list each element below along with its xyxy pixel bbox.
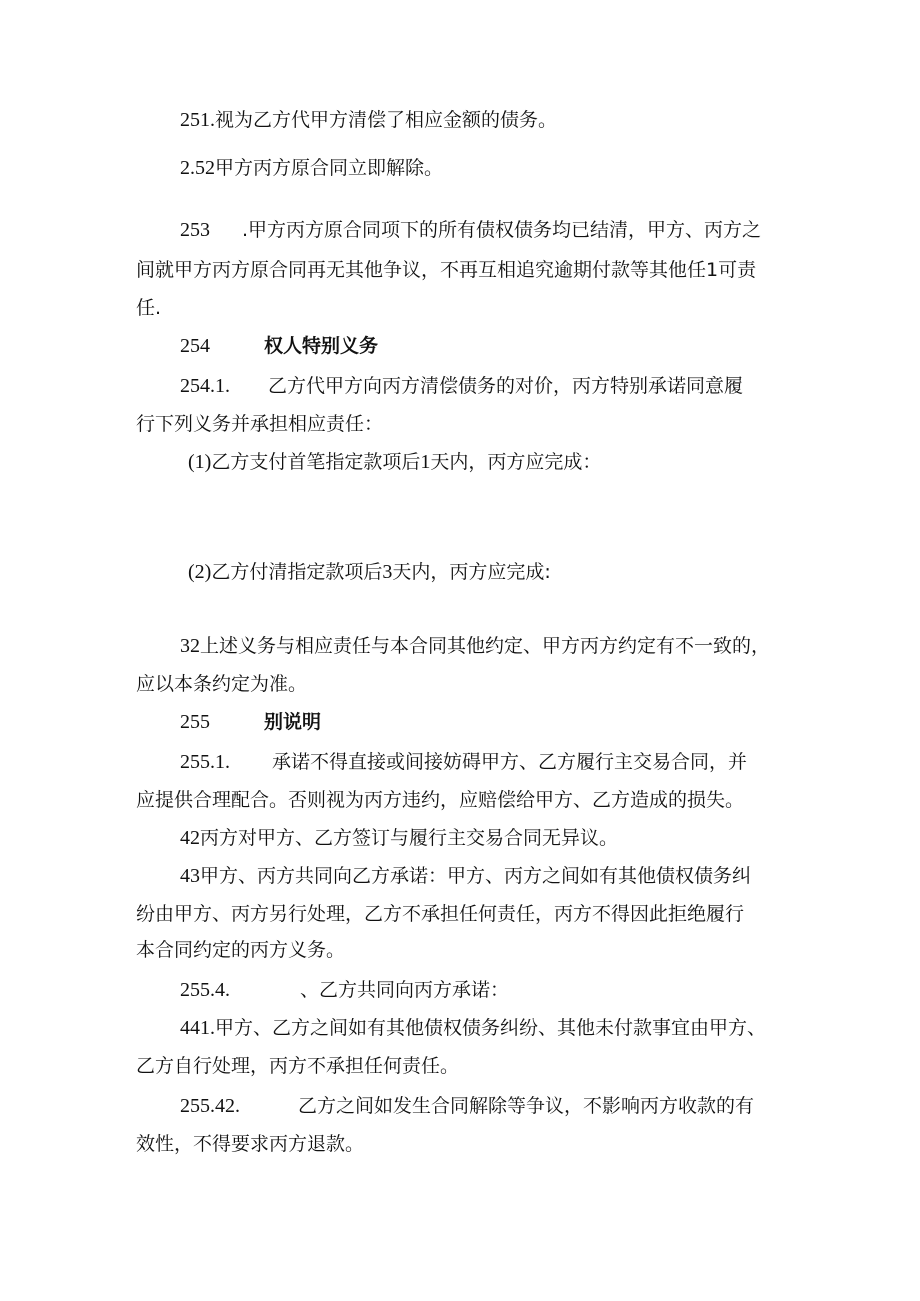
paragraph-text: .甲方丙方原合同项下的所有债权债务均已结清，甲方、丙方之 — [242, 219, 762, 241]
paragraph-42 — [180, 826, 618, 850]
paragraph-2551-line-2 — [136, 788, 744, 812]
paragraph-number: 42 — [180, 827, 200, 849]
paragraph-text: 丙方对甲方、乙方签订与履行主交易合同无异议。 — [200, 827, 619, 849]
paragraph-text: 乙方自行处理，丙方不承担任何责任。 — [136, 1055, 460, 1077]
section-number: 255 — [180, 711, 210, 733]
paragraph-43-line-2 — [136, 902, 744, 926]
paragraph-text: 间就甲方丙方原合同再无其他争议，不再互相追究逾期付款等其他任1可责 — [136, 259, 757, 281]
paragraph-253-line-2 — [136, 258, 756, 282]
paragraph-number: 255.42. — [180, 1095, 240, 1117]
list-item-text-tail: 天内，丙方应完成： — [430, 451, 602, 473]
paragraph-text: 甲方、丙方共同向乙方承诺：甲方、丙方之间如有其他债权债务纠 — [200, 865, 752, 887]
paragraph-text: 乙方代甲方向丙方清偿债务的对价，丙方特别承诺同意履 — [268, 375, 744, 397]
paragraph-2541-line-1 — [180, 374, 743, 398]
paragraph-text: 、乙方共同向丙方承诺： — [300, 979, 510, 1001]
section-255-heading — [180, 710, 321, 734]
paragraph-32-line-1 — [180, 634, 770, 658]
paragraph-251 — [180, 108, 557, 132]
paragraph-25542-line-1 — [180, 1094, 754, 1118]
list-item-text-tail: 天内，丙方应完成: — [392, 561, 551, 583]
paragraph-441-line-1 — [180, 1016, 766, 1040]
paragraph-43-line-1 — [180, 864, 751, 888]
paragraph-number: 32 — [180, 635, 200, 657]
list-item-2 — [188, 560, 551, 584]
paragraph-253-line-1 — [180, 218, 761, 242]
paragraph-text: 应提供合理配合。否则视为丙方违约，应赔偿给甲方、乙方造成的损失。 — [136, 789, 745, 811]
paragraph-text: 视为乙方代甲方清偿了相应金额的债务。 — [215, 109, 558, 131]
list-item-number: (2) — [188, 561, 212, 583]
list-item-number: (1) — [188, 451, 212, 473]
paragraph-number: 251. — [180, 109, 215, 131]
paragraph-text: 纷由甲方、丙方另行处理，乙方不承担任何责任，丙方不得因此拒绝履行 — [136, 903, 745, 925]
section-number: 254 — [180, 335, 210, 357]
paragraph-text: 甲方、乙方之间如有其他债权债务纠纷、其他未付款事宜由甲方、 — [215, 1017, 767, 1039]
paragraph-2541-line-2 — [136, 412, 383, 436]
paragraph-253-line-3 — [136, 296, 161, 320]
paragraph-text: 上述义务与相应责任与本合同其他约定、甲方丙方约定有不一致的， — [200, 635, 771, 657]
section-title: 别说明 — [264, 711, 322, 733]
paragraph-number: 2.52 — [180, 157, 215, 179]
section-254-heading — [180, 334, 378, 358]
paragraph-32-line-2 — [136, 672, 307, 696]
paragraph-441-line-2 — [136, 1054, 459, 1078]
paragraph-text: 乙方之间如发生合同解除等争议，不影响丙方收款的有 — [298, 1095, 755, 1117]
paragraph-text: 应以本条约定为准。 — [136, 673, 308, 695]
paragraph-43-line-3 — [136, 938, 345, 962]
paragraph-252 — [180, 156, 443, 180]
list-item-1 — [188, 450, 601, 474]
paragraph-number: 253 — [180, 219, 210, 241]
list-item-text: 乙方付清指定款项后 — [211, 561, 383, 583]
paragraph-2554 — [180, 978, 509, 1002]
paragraph-number: 255.1. — [180, 751, 230, 773]
paragraph-text: 行下列义务并承担相应责任： — [136, 413, 384, 435]
paragraph-text: 甲方丙方原合同立即解除。 — [215, 157, 444, 179]
paragraph-text: 任. — [136, 297, 162, 319]
paragraph-text: 本合同约定的丙方义务。 — [136, 939, 346, 961]
paragraph-number: 43 — [180, 865, 200, 887]
paragraph-25542-line-2 — [136, 1132, 364, 1156]
paragraph-number: 255.4. — [180, 979, 230, 1001]
paragraph-text: 承诺不得直接或间接妨碍甲方、乙方履行主交易合同，并 — [272, 751, 748, 773]
list-item-number-inline: 3 — [382, 561, 393, 583]
list-item-number-inline: 1 — [420, 451, 431, 473]
paragraph-number: 441. — [180, 1017, 215, 1039]
paragraph-2551-line-1 — [180, 750, 747, 774]
paragraph-text: 效性，不得要求丙方退款。 — [136, 1133, 365, 1155]
paragraph-number: 254.1. — [180, 375, 230, 397]
section-title: 权人特别义务 — [264, 335, 379, 357]
list-item-text: 乙方支付首笔指定款项后 — [211, 451, 421, 473]
